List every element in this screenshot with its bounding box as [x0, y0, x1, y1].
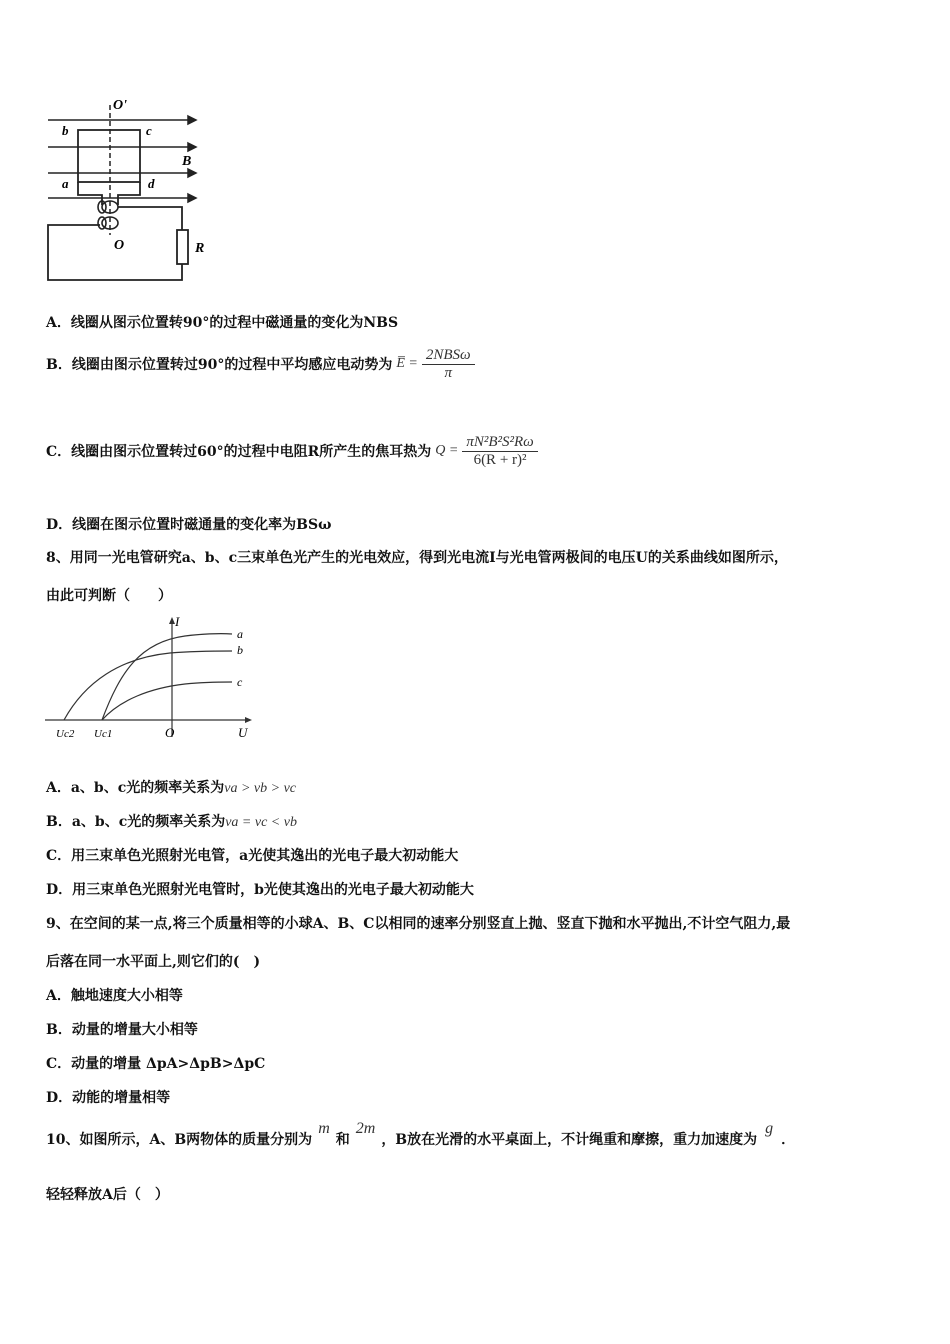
- q7-option-b-text: B．线圈由图示位置转过90°的过程中平均感应电动势为: [46, 357, 393, 373]
- q7-option-c: [46, 426, 538, 476]
- curve-label-a: a: [237, 627, 243, 641]
- coil-figure: [40, 95, 240, 290]
- curve-label-c: c: [237, 675, 243, 689]
- q7-option-c-fraction: [462, 434, 537, 469]
- q7-option-b-numerator: 2NBSω: [422, 347, 475, 365]
- q10-stem-line1: [46, 1122, 795, 1156]
- q7-option-c-numerator: πN²B²S²Rω: [462, 434, 537, 452]
- q8-stem-line1: 8、用同一光电管研究a、b、c三束单色光产生的光电效应，得到光电流I与光电管两极间的电压U的关系曲线如图所示，: [46, 550, 788, 566]
- q10-mass-2m: 2m: [355, 1120, 376, 1137]
- q9-stem-line2: 后落在同一水平面上,则它们的( ): [46, 954, 261, 970]
- q7-option-c-text: C．线圈由图示位置转过60°的过程中电阻R所产生的焦耳热为: [46, 444, 432, 460]
- photoelectric-curve-figure: [40, 612, 260, 747]
- q8-option-b-text: B．a、b、c光的频率关系为: [46, 814, 226, 830]
- q7-option-b-fraction: [422, 347, 475, 382]
- q9-option-d: D．动能的增量相等: [46, 1090, 171, 1106]
- q8-option-b-relation: νa = νc < νb: [225, 815, 297, 830]
- label-o-prime: O': [113, 98, 127, 113]
- q8-option-a: [46, 777, 296, 797]
- axis-label-O: O: [165, 725, 175, 740]
- curve-label-b: b: [237, 643, 243, 657]
- q7-option-b-denominator: π: [444, 364, 452, 381]
- q10-stem-end: ．: [781, 1132, 796, 1148]
- q8-option-b: [46, 811, 297, 831]
- q9-option-b: B．动量的增量大小相等: [46, 1022, 198, 1038]
- q8-option-a-relation: νa > νb > νc: [224, 781, 296, 796]
- q8-option-c: C．用三束单色光照射光电管，a光使其逸出的光电子最大初动能大: [46, 848, 459, 864]
- q10-stem-line2: 轻轻释放A后（ ）: [46, 1187, 169, 1203]
- label-resistor-R: R: [195, 241, 205, 256]
- label-o-axis: O: [114, 238, 125, 253]
- q7-option-d: D．线圈在图示位置时磁通量的变化率为BSω: [46, 517, 332, 533]
- q9-stem-line1: 9、在空间的某一点,将三个质量相等的小球A、B、C以相同的速率分别竖直上抛、竖直下抛和水平抛出,不计空气阻力,最: [46, 916, 791, 932]
- curve-a: [102, 634, 232, 720]
- curve-b: [64, 651, 232, 720]
- q10-stem-part2: ，B放在光滑的水平桌面上，不计绳重和摩擦，重力加速度为: [381, 1132, 758, 1148]
- q9-option-c: C．动量的增量 ΔpA>ΔpB>ΔpC: [46, 1056, 266, 1072]
- axis-label-I: I: [175, 614, 180, 629]
- q7-option-b-lhs: E̅ =: [396, 356, 418, 371]
- q7-option-b: [46, 340, 475, 388]
- q8-stem-line2: 由此可判断（ ）: [46, 588, 172, 604]
- label-c-corner: c: [146, 123, 152, 138]
- axis-label-U: U: [238, 725, 248, 740]
- q8-option-d: D．用三束单色光照射光电管时，b光使其逸出的光电子最大初动能大: [46, 882, 474, 898]
- q8-option-a-text: A．a、b、c光的频率关系为: [46, 780, 225, 796]
- label-d-corner: d: [148, 176, 155, 191]
- q7-option-a: A．线圈从图示位置转90°的过程中磁通量的变化为NBS: [46, 315, 399, 331]
- q7-option-c-denominator: 6(R + r)²: [473, 451, 527, 468]
- q10-stem-and: 和: [335, 1132, 350, 1148]
- q7-option-c-lhs: Q =: [435, 443, 459, 458]
- tick-label-Uc2: Uc2: [56, 728, 75, 740]
- label-field-B: B: [182, 154, 192, 169]
- q10-gravity-g: g: [765, 1120, 774, 1137]
- q10-stem-part1: 10、如图所示，A、B两物体的质量分别为: [46, 1132, 313, 1148]
- curve-c: [102, 682, 232, 720]
- tick-label-Uc1: Uc1: [94, 728, 113, 740]
- q9-option-a: A．触地速度大小相等: [46, 988, 183, 1004]
- label-a-corner: a: [62, 176, 69, 191]
- q10-mass-m: m: [318, 1120, 330, 1137]
- label-b-corner: b: [62, 123, 69, 138]
